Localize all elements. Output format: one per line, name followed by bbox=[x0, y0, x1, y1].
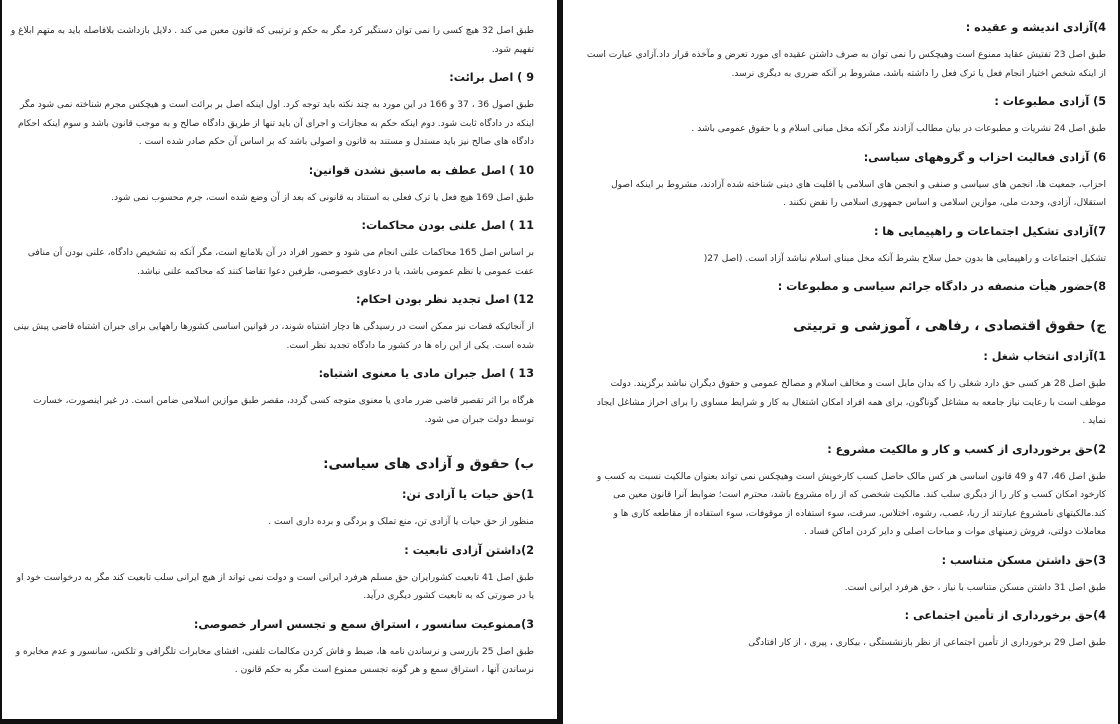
paragraph-principle-46-47-49: طبق اصل 46، 47 و 49 قانون اساسی هر کس مالک حاصل کسب کارخویش است وهیچکس نمی تواند بعنوان مالکیت نسبت به کسب و کارخود امکان کسب و کار را از دیگری سلب کند. مالکیت شخصی که از راه مشروع باشد، محترم است؛ ضوابط آنرا قانون معین می کند.مالکیتهای نامشروع عبارتند از ربا، غصب، رشوه، اختلاس، سرقت، سوء استفاده از موقوفات، سوء استفاده از مقاطعه کاری ها و معاملات دولتی، فروش زمینهای موات و مباحات اصلی و دایر کردن اماکن فساد . bbox=[596, 471, 1106, 537]
paragraph-principle-165: بر اساس اصل 165 محاکمات علنی انجام می شود و حضور افراد در آن بلامانع است، مگر آنکه به تشخیص دادگاه، علنی بودن آن منافی عفت عمومی یا نظم عمومی باشد، یا در دعاوی خصوصی، طرفین دعوا تقاضا کنند که محاکمه علنی نباشد. bbox=[27, 248, 534, 277]
paragraph-principle-25: طبق اصل 25 بازرسی و نرساندن نامه ها، ضبط و فاش کردن مکالمات تلفنی، افشای مخابرات تلگرافی و تلکس، سانسور و عدم مخابره و نرساندن آنها ، استراق سمع و هر گونه تجسس ممنوع است مگر به حکم قانون . bbox=[15, 646, 534, 675]
heading-appeal-of-rulings: 12) اصل تجدید نظر بودن احکام: bbox=[355, 293, 534, 306]
paragraph-principle-32: طبق اصل 32 هیچ کسی را نمی توان دستگیر کرد مگر به حکم و ترتیبی که قانون معین می کند . دلایل بازداشت بلافاصله باید به متهم ابلاغ و تفهیم شود. bbox=[10, 26, 534, 55]
heading-public-trials: 11 ) اصل علنی بودن محاکمات: bbox=[361, 219, 534, 232]
heading-non-retroactivity: 10 ) اصل عطف به ماسبق نشدن قوانین: bbox=[308, 163, 534, 177]
right-page bbox=[564, 0, 1120, 720]
heading-social-security: 4)حق برخورداری از تأمین اجتماعی : bbox=[904, 609, 1106, 622]
paragraph-principle-169: طبق اصل 169 هیچ فعل یا ترک فعلی به استناد به قانونی که بعد از آن وضع شده است، جرم محسوب نمی شود. bbox=[111, 192, 534, 203]
heading-jury: 8)حضور هیأت منصفه در دادگاه جرائم سیاسی و مطبوعات : bbox=[777, 280, 1106, 293]
paragraph-principle-24: طبق اصل 24 نشریات و مطبوعات در بیان مطالب آزادند مگر آنکه مخل مبانی اسلام و یا حقوق عمومی باشد . bbox=[691, 124, 1106, 134]
paragraph-appeal-court: از آنجائیکه قضات نیز ممکن است در رسیدگی ها دچار اشتباه شوند، در قوانین اساسی کشورها راههایی برای جبران اشتباه قاضی پیش بینی شده است. یکی از این راه ها در کشور ما دادگاه تجدید نظر است. bbox=[13, 322, 534, 351]
heading-censorship-ban: 3)ممنوعیت سانسور ، استراق سمع و تجسس اسرار خصوصی: bbox=[193, 617, 534, 631]
heading-assembly: 7)آزادی تشکیل اجتماعات و راهپیمایی ها : bbox=[873, 224, 1106, 238]
section-economic-rights: ج) حقوق اقتصادی ، رفاهی ، آموزشی و تربیتی bbox=[793, 318, 1106, 334]
heading-freedom-of-thought: 4)آزادی اندیشه و عقیده : bbox=[965, 21, 1106, 34]
paragraph-principle-28: طبق اصل 28 هر کسی حق دارد شغلی را که بدان مایل است و مخالف اسلام و مصالح عمومی و حقوق دیگران نباشد برگزیند. دولت موظف است با رعایت نیاز جامعه به مشاغل گوناگون، برای همه افراد امکان اشتغال به کار و شرایط مساوی را برای احراز مشاغل ایجاد نماید . bbox=[596, 379, 1106, 426]
heading-press-freedom: 5) آزادی مطبوعات : bbox=[994, 95, 1106, 108]
heading-presumption-of-innocence: 9 ) اصل برائت: bbox=[449, 71, 534, 84]
section-political-rights: ب) حقوق و آزادی های سیاسی: bbox=[323, 456, 534, 472]
heading-citizenship: 2)داشتن آزادی تابعیت : bbox=[404, 543, 534, 557]
heading-right-to-life: 1)حق حیات یا آزادی تن: bbox=[402, 488, 534, 501]
paragraph-principle-29: طبق اصل 29 برخورداری از تأمین اجتماعی از نظر بازنشستگی ، بیکاری ، پیری ، از کار افتادگی bbox=[748, 638, 1106, 648]
left-page bbox=[0, 0, 556, 720]
heading-political-parties: 6) آزادی فعالیت احزاب و گروههای سیاسی: bbox=[863, 150, 1106, 164]
paragraph-principle-31: طبق اصل 31 داشتن مسکن متناسب با نیاز ، حق هرفرد ایرانی است. bbox=[844, 582, 1106, 593]
paragraph-principle-23: طبق اصل 23 تفتیش عقاید ممنوع است وهیچکس را نمی توان به صرف داشتن عقیده ای مورد تعرض و مآخذه قرار داد.آزادی عبارت است از اینکه شخص اختیار انجام فعل یا ترک فعل را داشته باشد، مشروط بر آنکه ضرری به دیگری نرسد. bbox=[586, 50, 1106, 79]
page-divider bbox=[557, 0, 563, 724]
heading-housing: 3)حق داشتن مسکن متناسب : bbox=[941, 553, 1106, 567]
paragraph-principle-27: تشکیل اجتماعات و راهپیمایی ها بدون حمل سلاح بشرط آنکه مخل مبنای اسلام نباشد آزاد است. (اصل 27( bbox=[703, 253, 1106, 264]
heading-compensation-for-error: 13 ) اصل جبران مادی یا معنوی اشتباه: bbox=[318, 367, 534, 380]
paragraph-principle-36-37-166: طبق اصول 36 ، 37 و 166 در این مورد به چند نکته باید توجه کرد. اول اینکه اصل بر برائت است و هیچکس مجرم شناخته نمی شود مگر اینکه در دادگاه ثابت شود. دوم اینکه حکم به مجازات و اجرای آن باید تنها از طریق دادگاه صالح و به موجب قانون باشد و سوم اینکه احکام دادگاه های صالح نیز باید مستدل و مستند به قانون و اصولی باشد که بر اساس آن حکم صادر شده است . bbox=[18, 100, 534, 147]
left-page-bottom-border bbox=[0, 719, 557, 724]
paragraph-judge-error: هرگاه برا اثر تقصیر قاضی ضرر مادی یا معنوی متوجه کسی گردد، مقصر طبق موازین اسلامی ضامن است. در غیر اینصورت، خسارت توسط دولت جبران می شود. bbox=[33, 396, 534, 425]
paragraph-right-to-life: منظور از حق حیات یا آزادی تن، منع تملک و بردگی و برده داری است . bbox=[268, 517, 534, 527]
paragraph-parties: احزاب، جمعیت ها، انجمن های سیاسی و صنفی و انجمن های اسلامی یا اقلیت های دینی شناخته شده آزادند، مشروط بر اینکه اصول استقلال، آزادی، وحدت ملی، موازین اسلامی و اساس جمهوری اسلامی را نقض نکنند . bbox=[611, 179, 1106, 208]
heading-choice-of-job: 1)آزادی انتخاب شغل : bbox=[983, 350, 1106, 363]
paragraph-principle-41: طبق اصل 41 تابعیت کشورایران حق مسلم هرفرد ایرانی است و دولت نمی تواند از هیچ ایرانی سلب تابعیت کند مگر به درخواست خود او یا در صورتی که به تابعیت کشور دیگری درآید. bbox=[16, 572, 534, 601]
heading-ownership: 2)حق برخورداری از کسب و کار و مالکیت مشروع : bbox=[827, 442, 1106, 456]
